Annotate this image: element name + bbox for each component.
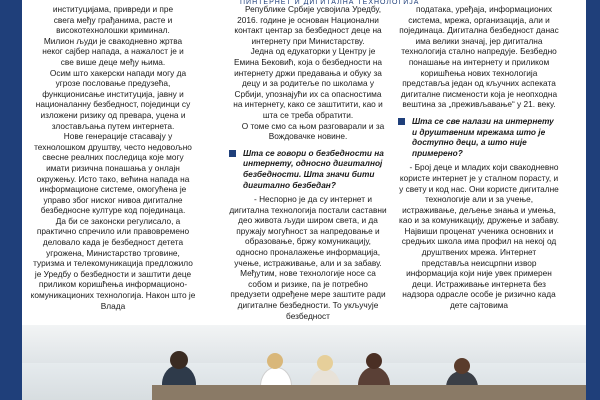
paragraph: података, уређаја, информационих система, мрежа, организација, али и појединаца. Дигитална безбедност данас има велики значај, јер дигитална технологија стално напредује. Безбедно понашање на интернету и приликом коришћења нових технологија представља један од кључних аспеката дигиталне писмености која је неопходна вештина за „преживљавање“ у 21. веку. [399,4,559,110]
paragraph: Осим што хакерски напади могу да угрозе пословање предузећа, функционисање институција, јавну и националанну безбедност, појединци су изложени ризику од превара, уцена и злостављања путем интернета. [35,67,191,131]
classroom-photo [22,325,586,400]
photo-person-head [366,353,382,369]
column-1 [30,4,196,311]
header-strip: ПИНТЕРНЕТ И ДИГИТАЛНА ТЕХНОЛОГИЈА [240,0,420,5]
column-3 [398,4,560,311]
question-text: Шта се све налази на интернету и друштвеним мрежама што је доступно деци, а што није примерено? [412,115,554,158]
interview-question [229,148,387,190]
photo-desk [152,385,586,400]
text-line: свега међу грађанима, расте и [53,14,173,25]
photo-person-head [454,358,470,374]
answer-paragraph: - Број деце и младих који свакодневно користе интернет је у сталном порасту, и у свету и код нас. Они користе дигиталне технологије али и за учење, истраживање, дељење знања и умења, као и за комуникацију, дружење и забаву. Највиши проценат ученика основних и средњих школа има профил на некој од друштвених мрежа. Интернет представља неисцрпни извор информација који није увек примерен деци. Истраживање интернета без надзора одрасле особе је ризично када дете сајтовима [399,162,559,311]
text-line: све више деце међу њима. [60,56,166,67]
photo-person-head [267,353,283,369]
photo-person-head [170,351,188,369]
paragraph: О томе смо са њом разговарали и за Вождовачке новине. [241,120,385,142]
paragraph: Једна од едукаторки у Центру је Емина Бековић, која о безбедности на интернету држи предавања и обуку за децу и за родитеље по школама у Србији, упознајући их са опасностима на интернету, како се заштитити, као и шта се треба обратити. [233,46,383,120]
text-line: Милион људи је свакодневно жртва [43,35,183,46]
question-bullet-icon [398,118,405,125]
text-line: институцијама, привреди и пре [52,4,174,14]
question-text: Шта се говори о безбедности на интернету, односно дигиталној безбедности. Шта значи бити дигитално безбедан? [243,147,384,190]
paragraph: Нове генерације стасавају у технолошком друштву, често недовољно свесне реалних последица које могу имати ризична понашања у онлајн окружењу. Исто тако, већина напада на информационе системе, омогућена је управо због ниског нивоа дигиталне безбедносне културе код појединаца. [34,131,192,216]
left-blue-stripe [0,0,22,400]
text-line: неког сајбер напада, а нажалост је и [42,46,184,57]
answer-paragraph: - Неспорно је да су интернет и дигитална технологија постали саставни део живота људи широм света, и да пружају могућност за напредовање и образовање, бржу комуникацију, односно проналажење информација, учење, истраживање, али и за забаву. Међутим, нове технологије носе са собом и ризике, па је потребно предузети одређене мере заштите ради дигиталне безбедности. То укључује безбедност [229,194,387,321]
right-blue-stripe [586,0,600,400]
paragraph: Да би се законски регулисало, а практично спречило или правовремено деловало када је безбедност детета угрожена, Министарство трговине, туризма и телекомуникација предложило је Уредбу о безбедности и заштити деце приликом коришћења информационо-комуникационих технологија. Након што је Влада [30,215,196,311]
text-line: високотехнолошки криминал. [56,25,170,36]
photo-person-head [317,355,333,371]
column-2 [229,4,387,321]
paragraph: Републике Србије усвојила Уредбу, 2016. године је основан Национални контакт центар за безбедност деце на интернету при Министарству. [234,4,382,46]
question-bullet-icon [229,150,236,157]
interview-question [398,116,560,158]
photo-wall [22,325,586,363]
